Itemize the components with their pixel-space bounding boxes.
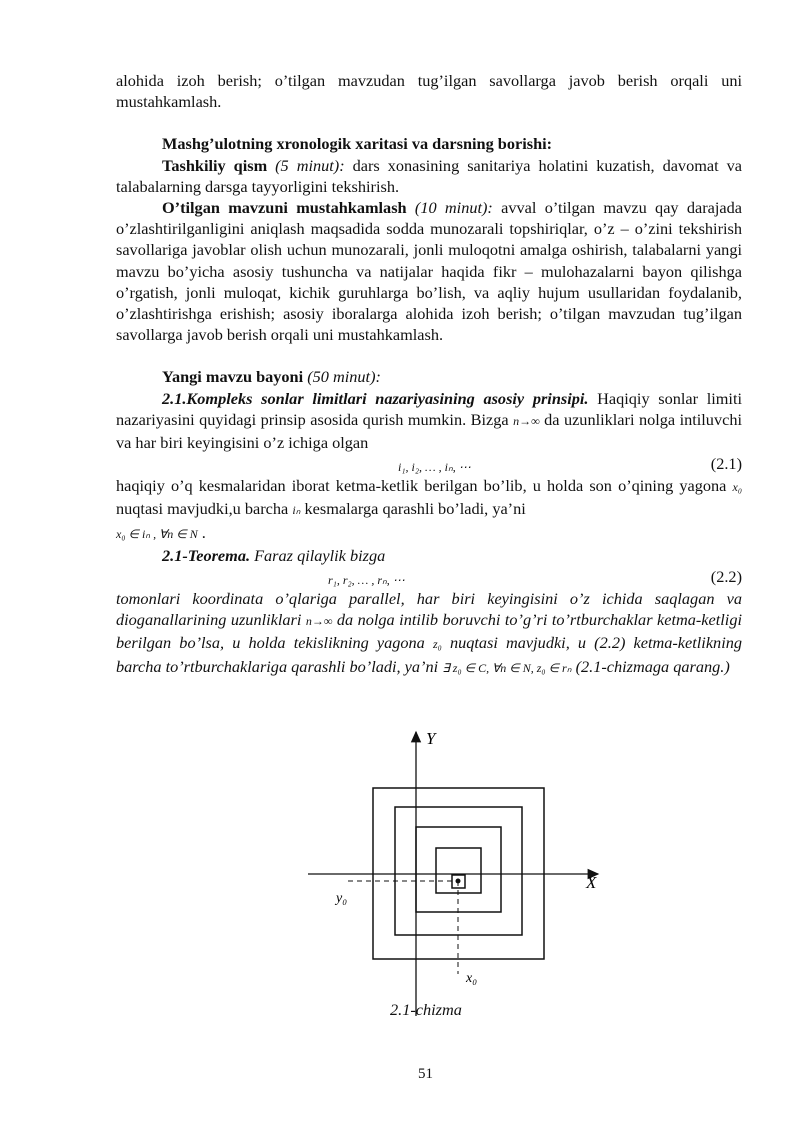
paragraph-theorem [116,545,742,566]
rectangle-r2 [395,807,522,935]
paragraph-theorem-body [116,588,742,679]
figure-caption: 2.1-chizma [390,1000,462,1019]
math-x0: x₀ [732,480,742,495]
math-z0: z₀ [432,637,442,652]
math-in: iₙ [292,503,301,518]
section-2-1-text-f: . [197,522,206,542]
organizational-text: dars xonasining sanitariya holatini kuzatish, davomat va talabalarning darsga tayyorligini tekshirish. [116,155,742,196]
paragraph-reinforcement [116,197,742,345]
math-exists-z0: ∃ z₀ ∈ C, ∀n ∈ N, z₀ ∈ rₙ [442,660,572,675]
y-axis-label: Y [426,729,436,748]
paragraph-organizational [116,155,742,197]
paragraph-intro: alohida izoh berish; o’tilgan mavzudan tug’ilgan savollarga javob berish orqali uni mustahkamlash. [116,71,742,112]
equation-2-2-expression: r₁, r₂, … , rₙ, ⋯ [328,573,405,588]
x0-label: x₀ [466,971,478,986]
theorem-text-b: da nolga intilib boruvchi to’g’ri to’rtburchaklar ketma-ketligi berilgan bo’lsa, u holda tekislikning yagona [116,610,742,653]
reinforcement-text: avval o’tilgan mavzu qay darajada o’zlashtirilganligini aniqlash maqsadida sodda munozarali topshiriqlar, o’z – o’zini tekshirish savollariga javoblar olish uchun munozarali, jonli muloqotni amalga oshirish, talabalarni yangi mavzu bo’yicha asosiy tushuncha va natijalar haqida fikr – mulohazalarni bayon qilishga o’rgatish, jonli muloqat, kichik guruhlarga bo’lish, va aqliy hujum usullaridan foydalanib, o’zlashtirishga erishish; asosiy iboralarga alohida izoh berish; o’tilgan mavzudan tug’ilgan savollarga javob berish orqali uni mustahkamlash. [116,198,742,345]
equation-2-1-number: (2.1) [710,454,742,474]
section-2-1-text-b: da uzunliklari nolga intiluvchi va har biri keyingisini o’z ichiga olgan [116,409,742,453]
page-number: 51 [418,1066,433,1082]
equation-2-2 [116,566,742,588]
x-axis-label: X [586,873,597,892]
new-topic-label: Yangi mavzu bayoni [162,367,304,387]
theorem-text-a: tomonlari koordinata o’qlariga parallel, har biri keyingisini o’z ichida saqlagan va dioganallarining uzunliklari [116,589,742,630]
heading-new-topic [116,366,742,387]
math-x0-in-in: x₀ ∈ iₙ , ∀n ∈ N [116,526,198,541]
equation-2-1-expression: i₁, i₂, … , iₙ, ⋯ [398,460,471,475]
new-topic-time: (50 minut): [307,367,381,387]
section-2-1-text-c: haqiqiy o’q kesmalaridan iborat ketma-ketlik berilgan bo’lib, u holda son o’qining yagona [116,476,733,496]
section-2-1-text-d: nuqtasi mavjudki,u barcha [116,499,293,519]
theorem-text-d: (2.1-chizmaga qarang.) [571,656,730,676]
rectangle-r4 [436,848,481,893]
reinforcement-label: O’tilgan mavzuni mustahkamlash [162,198,407,218]
nested-rectangles-figure [300,726,620,1026]
section-2-1-text-e: kesmalarga qarashli bo’ladi, ya’ni [300,499,526,519]
section-2-1-text-a: Haqiqiy sonlar limiti nazariyasini quyidagi prinsip asosida qurish mumkin. Bizga [116,388,742,429]
organizational-time: (5 minut): [275,155,345,175]
reinforcement-time: (10 minut): [414,198,493,218]
y0-label: y₀ [336,891,348,906]
equation-2-2-number: (2.2) [710,567,742,587]
document-body [116,70,742,679]
equation-2-1 [116,453,742,475]
math-n-to-infinity-2: n→∞ [305,614,333,629]
section-2-1-title: 2.1.Kompleks sonlar limitlari nazariyasining asosiy prinsipi. [162,388,589,408]
theorem-text-c: nuqtasi mavjudki, u (2.2) ketma-ketlikning barcha to’rtburchaklariga qarashli bo’ladi, ya’ni [116,633,743,676]
theorem-intro: Faraz qilaylik bizga [250,545,386,565]
paragraph-section-2-1 [116,388,742,454]
theorem-title: 2.1-Teorema. [162,545,251,565]
organizational-label: Tashkiliy qism [162,155,268,175]
paragraph-section-2-1-cont [116,475,742,545]
heading-chronology: Mashg’ulotning xronologik xaritasi va darsning borishi: [162,134,553,154]
math-n-to-infinity: n→∞ [513,413,540,428]
